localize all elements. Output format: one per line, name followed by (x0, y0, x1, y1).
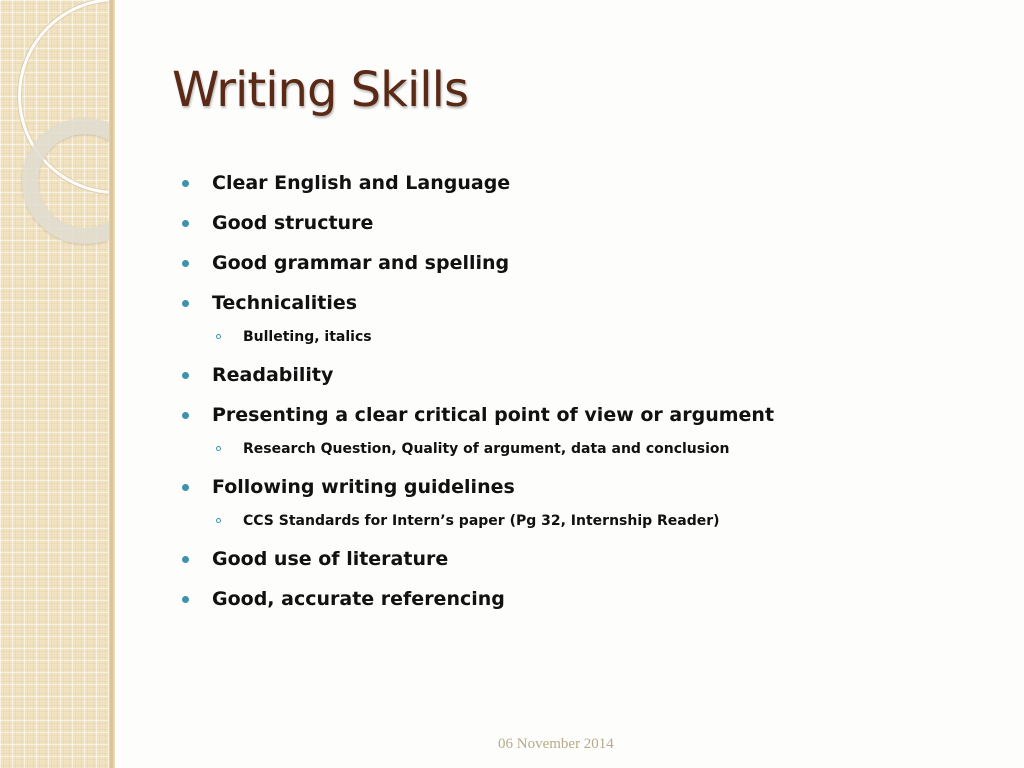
sub-bullet-icon (216, 518, 221, 523)
bullet-text: Readability (212, 364, 334, 386)
footer-date: 06 November 2014 (498, 736, 614, 752)
bullet-item-readability (180, 360, 1000, 400)
bullet-item-clear-english (180, 168, 1000, 208)
bullet-text: Clear English and Language (212, 172, 511, 194)
sub-bullet-icon (216, 334, 221, 339)
bullet-text: Good structure (212, 212, 374, 234)
bullet-text: Good use of literature (212, 548, 449, 570)
bullet-icon (182, 556, 189, 563)
bullet-icon (182, 372, 189, 379)
bullet-icon (182, 484, 189, 491)
bullet-icon (182, 220, 189, 227)
sub-bullet-text: Bulleting, italics (243, 329, 372, 345)
sub-bullet-item-research-question (180, 434, 1000, 472)
sub-bullet-item-ccs-standards (180, 506, 1000, 544)
bullet-item-good-structure (180, 208, 1000, 248)
bullet-text: Good, accurate referencing (212, 588, 505, 610)
bullet-text: Good grammar and spelling (212, 252, 510, 274)
side-strip-edge (109, 0, 115, 768)
bullet-icon (182, 180, 189, 187)
bullet-item-referencing (180, 584, 1000, 624)
bullet-text: Following writing guidelines (212, 476, 515, 498)
sub-bullet-text: CCS Standards for Intern’s paper (Pg 32, Internship Reader) (243, 513, 720, 529)
slide-title: Writing Skills (172, 62, 468, 118)
sub-bullet-item-bulleting (180, 322, 1000, 360)
sub-bullet-icon (216, 446, 221, 451)
bullet-text: Presenting a clear critical point of view or argument (212, 404, 775, 426)
bullet-list (180, 168, 1000, 624)
bullet-icon (182, 300, 189, 307)
bullet-text: Technicalities (212, 292, 358, 314)
bullet-item-literature (180, 544, 1000, 584)
bullet-icon (182, 412, 189, 419)
bullet-item-grammar-spelling (180, 248, 1000, 288)
sub-bullet-text: Research Question, Quality of argument, data and conclusion (243, 441, 730, 457)
bullet-icon (182, 260, 189, 267)
bullet-icon (182, 596, 189, 603)
